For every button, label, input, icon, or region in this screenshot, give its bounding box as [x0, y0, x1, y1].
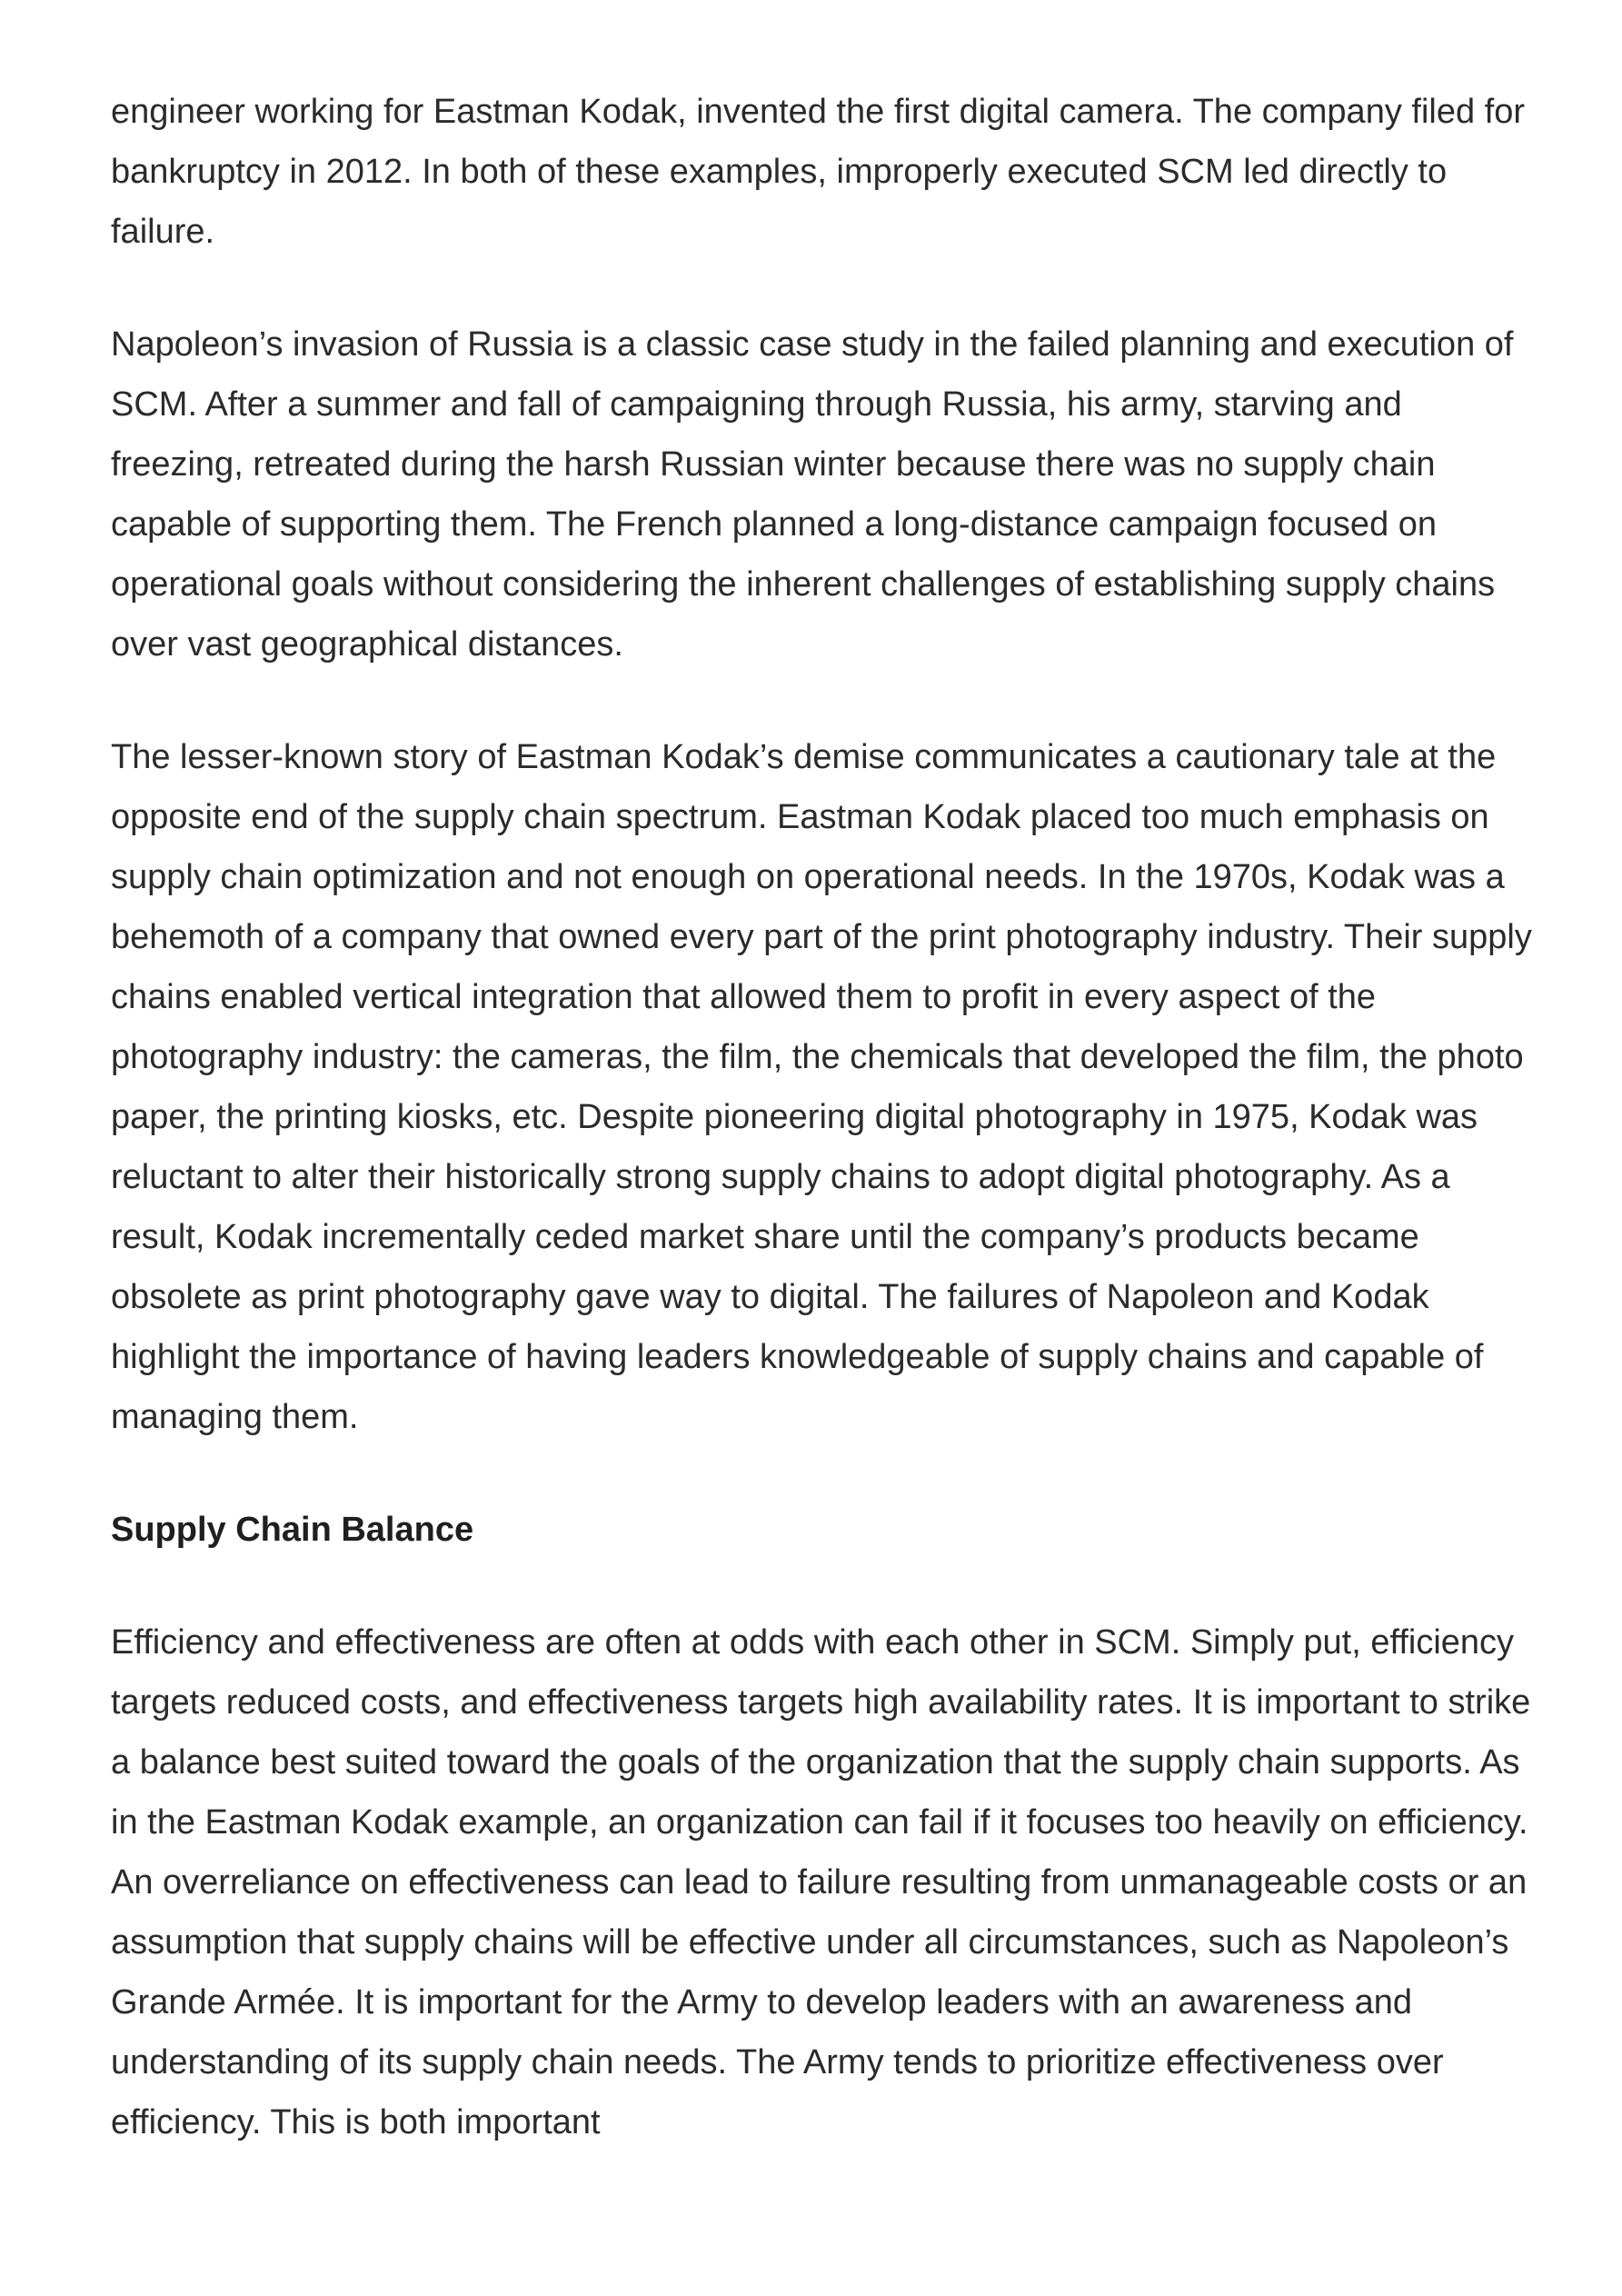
- paragraph-supply-chain-balance: Efficiency and effectiveness are often at odds with each other in SCM. Simply put, efficiency targets reduced costs, and effectiveness targets high availability rates. It is important to strike a balance best suited toward the goals of the organization that the supply chain supports. As in the Eastman Kodak example, an organization can fail if it focuses too heavily on efficiency. An overreliance on effectiveness can lead to failure resulting from unmanageable costs or an assumption that supply chains will be effective under all circumstances, such as Napoleon’s Grande Armée. It is important for the Army to develop leaders with an awareness and understanding of its supply chain needs. The Army tends to prioritize effectiveness over efficiency. This is both important: [111, 1623, 1531, 2141]
- paragraph-kodak-intro: engineer working for Eastman Kodak, invented the first digital camera. The company filed for bankruptcy in 2012. In both of these examples, improperly executed SCM led directly to failure.: [111, 93, 1525, 251]
- paragraph-napoleon: Napoleon’s invasion of Russia is a classic case study in the failed planning and execution of SCM. After a summer and fall of campaigning through Russia, his army, starving and freezing, retreated during the harsh Russian winter because there was no supply chain capable of supporting them. The French planned a long-distance campaign focused on operational goals without considering the inherent challenges of establishing supply chains over vast geographical distances.: [111, 325, 1514, 664]
- paragraph-kodak-demise: The lesser-known story of Eastman Kodak’s demise communicates a cautionary tale at the opposite end of the supply chain spectrum. Eastman Kodak placed too much emphasis on supply chain optimization and not enough on operational needs. In the 1970s, Kodak was a behemoth of a company that owned every part of the print photography industry. Their supply chains enabled vertical integration that allowed them to profit in every aspect of the photography industry: the cameras, the film, the chemicals that developed the film, the photo paper, the printing kiosks, etc. Despite pioneering digital photography in 1975, Kodak was reluctant to alter their historically strong supply chains to adopt digital photography. As a result, Kodak incrementally ceded market share until the company’s products became obsolete as print photography gave way to digital. The failures of Napoleon and Kodak highlight the importance of having leaders knowledgeable of supply chains and capable of managing them.: [111, 738, 1532, 1436]
- article-body: [111, 82, 1542, 2205]
- section-heading: Supply Chain Balance: [111, 1511, 474, 1549]
